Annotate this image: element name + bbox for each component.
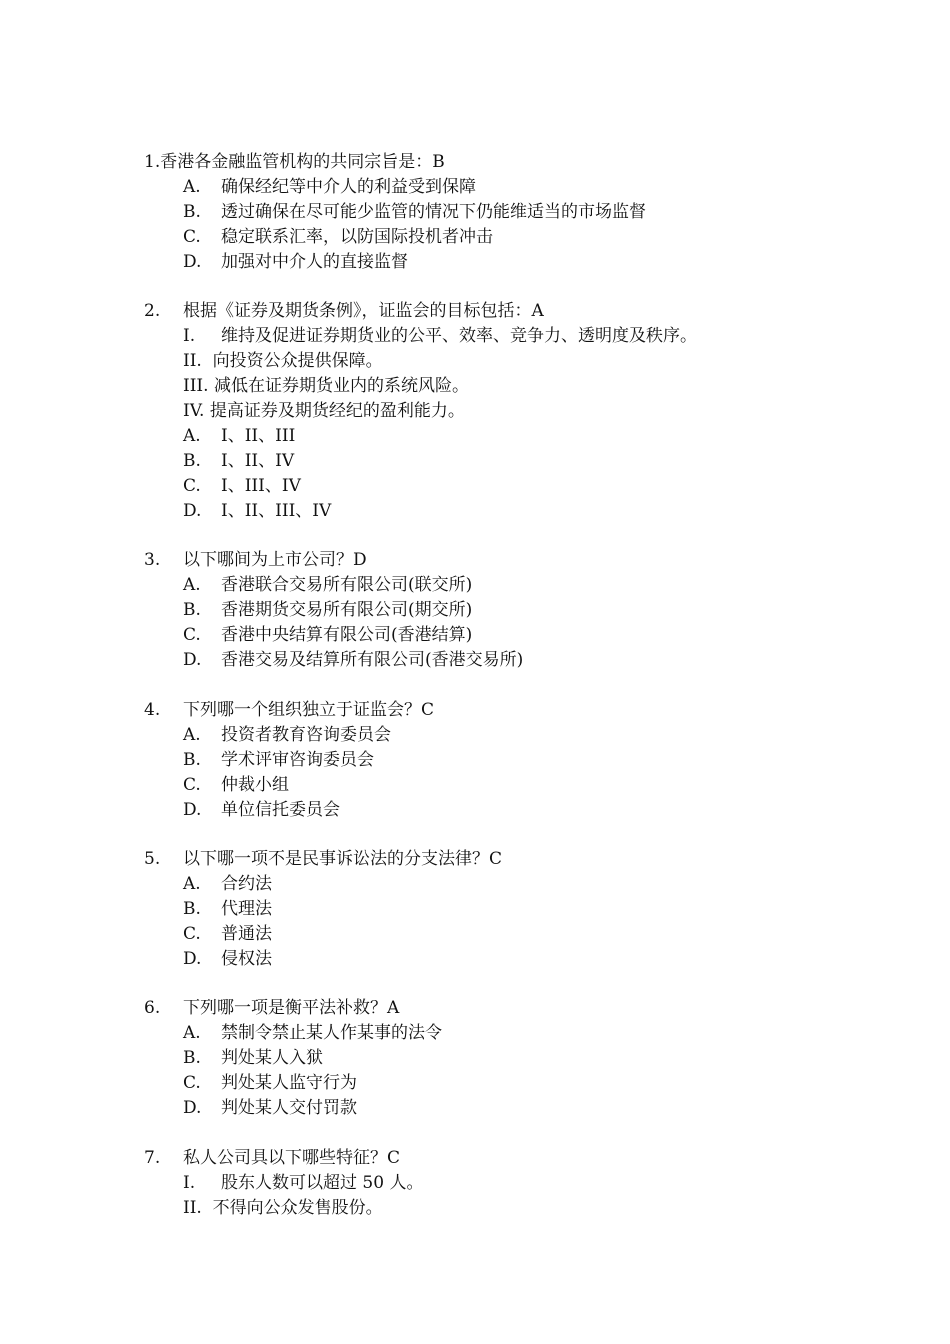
option-text: I、III、IV [221, 476, 301, 496]
option-text: 学术评审咨询委员会 [221, 750, 374, 770]
option-text: 禁制令禁止某人作某事的法令 [221, 1023, 442, 1043]
option-label: C. [183, 227, 201, 247]
option-text: 香港中央结算有限公司(香港结算) [221, 625, 473, 645]
option-text: 透过确保在尽可能少监管的情况下仍能维适当的市场监督 [221, 202, 646, 222]
statement-label: II. [183, 1198, 202, 1218]
option-label: A. [183, 1023, 201, 1043]
option-text: 确保经纪等中介人的利益受到保障 [221, 177, 476, 197]
option-label: B. [183, 451, 201, 471]
option-label: B. [183, 1048, 201, 1068]
question-text: 下列哪一个组织独立于证监会？C [183, 700, 435, 720]
option-text: 稳定联系汇率，以防国际投机者冲击 [221, 227, 493, 247]
statement-label: III. [183, 376, 209, 396]
statement-text: 不得向公众发售股份。 [212, 1198, 383, 1218]
option-text: 投资者教育咨询委员会 [221, 725, 391, 745]
option-text: 香港期货交易所有限公司(期交所) [221, 600, 473, 620]
option-label: C. [183, 775, 201, 795]
statement-text: 维持及促进证券期货业的公平、效率、竞争力、透明度及秩序。 [221, 326, 697, 346]
question-text: 根据《证券及期货条例》，证监会的目标包括：A [183, 301, 544, 321]
option-label: A. [183, 426, 201, 446]
option-text: 香港交易及结算所有限公司(香港交易所) [221, 650, 524, 670]
option-text: I、II、III、IV [221, 501, 332, 521]
option-text: I、II、IV [221, 451, 295, 471]
question-number: 6. [144, 998, 161, 1018]
question-number: 2. [144, 301, 161, 321]
option-text: 判处某人监守行为 [221, 1073, 357, 1093]
option-label: D. [183, 1098, 202, 1118]
statement-label: II. [183, 351, 202, 371]
option-text: 侵权法 [221, 949, 272, 969]
option-label: D. [183, 501, 202, 521]
option-label: D. [183, 800, 202, 820]
question-number: 3. [144, 550, 161, 570]
option-text: 普通法 [221, 924, 272, 944]
statement-label: I. [183, 326, 196, 346]
option-label: A. [183, 725, 201, 745]
question-number: 7. [144, 1148, 161, 1168]
option-text: 香港联合交易所有限公司(联交所) [221, 575, 473, 595]
statement-text: 向投资公众提供保障。 [212, 351, 383, 371]
option-label: B. [183, 202, 201, 222]
option-text: 判处某人交付罚款 [221, 1098, 357, 1118]
option-text: 仲裁小组 [221, 775, 289, 795]
question-number: 1. [144, 152, 161, 172]
option-label: D. [183, 949, 202, 969]
option-label: C. [183, 1073, 201, 1093]
question-text: 以下哪间为上市公司？D [183, 550, 367, 570]
option-label: C. [183, 924, 201, 944]
statement-text: 减低在证券期货业内的系统风险。 [213, 376, 469, 396]
question-number: 4. [144, 700, 161, 720]
question-text: 下列哪一项是衡平法补救？A [183, 998, 400, 1018]
option-label: B. [183, 600, 201, 620]
option-text: I、II、III [221, 426, 296, 446]
option-label: D. [183, 252, 202, 272]
question-text: 香港各金融监管机构的共同宗旨是：B [160, 152, 445, 172]
question-text: 私人公司具以下哪些特征？C [183, 1148, 401, 1168]
option-label: C. [183, 625, 201, 645]
option-label: B. [183, 899, 201, 919]
statement-text: 提高证券及期货经纪的盈利能力。 [209, 401, 465, 421]
option-label: C. [183, 476, 201, 496]
statement-label: IV. [183, 401, 205, 421]
option-text: 单位信托委员会 [221, 800, 340, 820]
option-label: A. [183, 874, 201, 894]
option-label: B. [183, 750, 201, 770]
option-label: D. [183, 650, 202, 670]
option-label: A. [183, 177, 201, 197]
option-text: 加强对中介人的直接监督 [221, 252, 408, 272]
statement-label: I. [183, 1173, 196, 1193]
option-text: 合约法 [221, 874, 272, 894]
statement-text: 股东人数可以超过 50 人。 [221, 1173, 424, 1193]
option-label: A. [183, 575, 201, 595]
option-text: 判处某人入狱 [221, 1048, 323, 1068]
option-text: 代理法 [221, 899, 272, 919]
question-number: 5. [144, 849, 161, 869]
question-text: 以下哪一项不是民事诉讼法的分支法律？C [183, 849, 503, 869]
